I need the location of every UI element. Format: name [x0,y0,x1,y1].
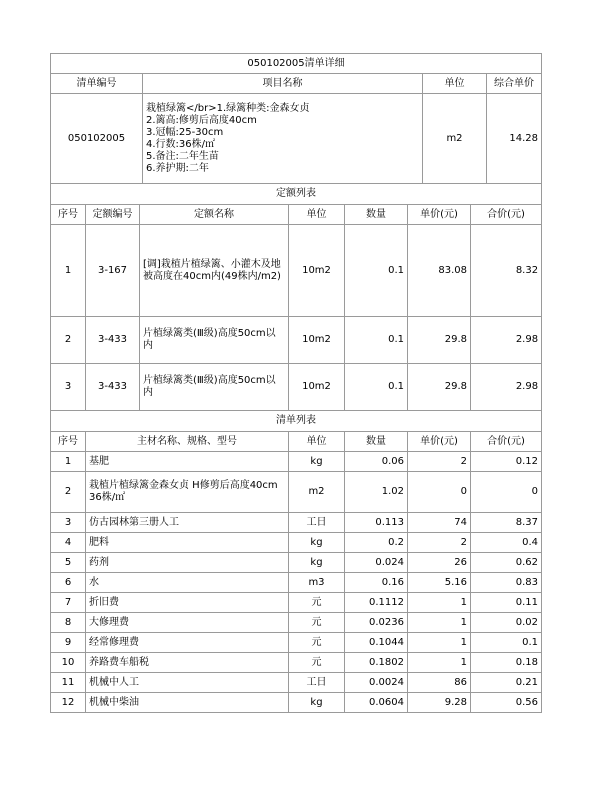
material-name: 肥料 [86,533,289,553]
item-code: 050102005 [51,94,143,184]
material-row [51,693,542,713]
item-description [143,94,423,184]
quota-no: 3 [51,364,86,411]
material-row [51,673,542,693]
material-total: 0 [471,472,542,513]
desc-line: 2.篱高:修剪后高度40cm [146,114,257,126]
material-unit: 工日 [289,673,345,693]
desc-line: 6.养护期:二年 [146,162,209,174]
material-unit: 元 [289,653,345,673]
material-row [51,613,542,633]
quota-code: 3-167 [86,225,140,317]
material-name: 大修理费 [86,613,289,633]
material-total: 0.11 [471,593,542,613]
material-qty: 0.06 [345,452,408,472]
quota-price: 29.8 [408,364,471,411]
material-row [51,633,542,653]
material-header-unit: 单位 [289,432,345,452]
material-unit: kg [289,452,345,472]
quota-unit: 10m2 [289,317,345,364]
quota-qty: 0.1 [345,317,408,364]
material-unit: 工日 [289,513,345,533]
material-name: 经常修理费 [86,633,289,653]
material-price: 74 [408,513,471,533]
material-no: 3 [51,513,86,533]
quota-no: 2 [51,317,86,364]
quota-unit: 10m2 [289,225,345,317]
quota-no: 1 [51,225,86,317]
page-title: 050102005清单详细 [51,54,542,74]
material-qty: 0.024 [345,553,408,573]
material-qty: 0.1112 [345,593,408,613]
quota-name: 片植绿篱类(Ⅲ级)高度50cm以内 [140,317,289,364]
material-no: 12 [51,693,86,713]
material-unit: kg [289,693,345,713]
quota-qty: 0.1 [345,225,408,317]
quota-row [51,225,542,317]
material-price: 26 [408,553,471,573]
header-unit: 单位 [423,74,487,94]
material-qty: 0.1802 [345,653,408,673]
quota-total: 2.98 [471,364,542,411]
quota-row [51,317,542,364]
material-qty: 1.02 [345,472,408,513]
material-row [51,553,542,573]
material-total: 0.4 [471,533,542,553]
material-no: 9 [51,633,86,653]
item-unit: m2 [423,94,487,184]
material-price: 0 [408,472,471,513]
quota-table [50,183,542,411]
quota-header-code: 定额编号 [86,205,140,225]
material-no: 6 [51,573,86,593]
material-qty: 0.113 [345,513,408,533]
material-unit: 元 [289,593,345,613]
material-qty: 0.0024 [345,673,408,693]
material-row [51,533,542,553]
material-total: 0.18 [471,653,542,673]
quota-header-name: 定额名称 [140,205,289,225]
material-no: 5 [51,553,86,573]
material-total: 8.37 [471,513,542,533]
material-qty: 0.1044 [345,633,408,653]
material-table [50,410,542,713]
quota-name: [调]栽植片植绿篱、小灌木及地被高度在40cm内(49株内/m2) [140,225,289,317]
material-no: 4 [51,533,86,553]
material-total: 0.1 [471,633,542,653]
desc-line: 3.冠幅:25-30cm [146,126,224,138]
quota-name: 片植绿篱类(Ⅲ级)高度50cm以内 [140,364,289,411]
material-price: 5.16 [408,573,471,593]
material-row [51,472,542,513]
quota-total: 8.32 [471,225,542,317]
material-total: 0.02 [471,613,542,633]
material-no: 11 [51,673,86,693]
material-name: 栽植片植绿篱金森女贞 H修剪后高度40cm 36株/㎡ [86,472,289,513]
material-name: 折旧费 [86,593,289,613]
summary-table [50,53,542,184]
item-price: 14.28 [487,94,542,184]
material-header-total: 合价(元) [471,432,542,452]
quota-section-title: 定额列表 [51,184,542,205]
material-qty: 0.2 [345,533,408,553]
quota-header-total: 合价(元) [471,205,542,225]
material-name: 水 [86,573,289,593]
header-price: 综合单价 [487,74,542,94]
material-total: 0.83 [471,573,542,593]
material-total: 0.56 [471,693,542,713]
material-price: 2 [408,533,471,553]
material-qty: 0.0604 [345,693,408,713]
material-name: 仿古园林第三册人工 [86,513,289,533]
material-section-title: 清单列表 [51,411,542,432]
material-unit: kg [289,553,345,573]
quota-row [51,364,542,411]
material-qty: 0.0236 [345,613,408,633]
quota-total: 2.98 [471,317,542,364]
material-total: 0.21 [471,673,542,693]
material-name: 机械中柴油 [86,693,289,713]
material-price: 1 [408,653,471,673]
quota-price: 83.08 [408,225,471,317]
material-no: 2 [51,472,86,513]
material-header-no: 序号 [51,432,86,452]
quota-code: 3-433 [86,364,140,411]
material-no: 7 [51,593,86,613]
material-price: 9.28 [408,693,471,713]
material-no: 8 [51,613,86,633]
material-header-qty: 数量 [345,432,408,452]
material-qty: 0.16 [345,573,408,593]
material-unit: 元 [289,613,345,633]
material-header-price: 单价(元) [408,432,471,452]
material-total: 0.12 [471,452,542,472]
material-price: 86 [408,673,471,693]
material-price: 1 [408,633,471,653]
header-name: 项目名称 [143,74,423,94]
quota-qty: 0.1 [345,364,408,411]
material-row [51,452,542,472]
material-name: 基肥 [86,452,289,472]
material-header-name: 主材名称、规格、型号 [86,432,289,452]
desc-line: 5.备注:二年生苗 [146,150,219,162]
quota-unit: 10m2 [289,364,345,411]
quota-code: 3-433 [86,317,140,364]
material-no: 10 [51,653,86,673]
quota-price: 29.8 [408,317,471,364]
quota-header-qty: 数量 [345,205,408,225]
quota-header-price: 单价(元) [408,205,471,225]
material-price: 1 [408,593,471,613]
material-name: 养路费车船税 [86,653,289,673]
material-unit: m2 [289,472,345,513]
material-unit: kg [289,533,345,553]
header-code: 清单编号 [51,74,143,94]
material-unit: m3 [289,573,345,593]
material-price: 1 [408,613,471,633]
material-row [51,573,542,593]
desc-line: 4.行数:36株/㎡ [146,138,216,150]
material-name: 药剂 [86,553,289,573]
desc-line: 栽植绿篱</br>1.绿篱种类:金森女贞 [146,102,310,114]
material-total: 0.62 [471,553,542,573]
material-row [51,653,542,673]
material-row [51,593,542,613]
quota-header-no: 序号 [51,205,86,225]
quota-header-unit: 单位 [289,205,345,225]
material-name: 机械中人工 [86,673,289,693]
material-price: 2 [408,452,471,472]
material-unit: 元 [289,633,345,653]
material-row [51,513,542,533]
material-no: 1 [51,452,86,472]
